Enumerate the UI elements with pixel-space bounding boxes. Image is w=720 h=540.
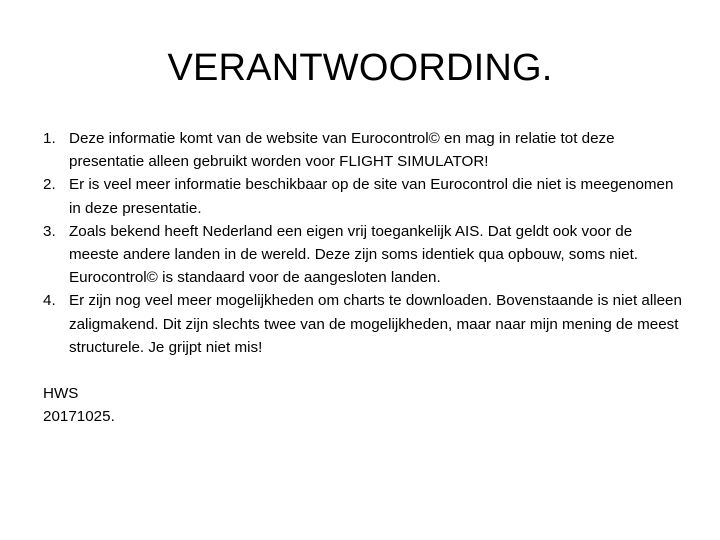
list-item-text: Deze informatie komt van de website van Eurocontrol© en mag in relatie tot deze presentatie alleen gebruikt worden voor FLIGHT SIMULATOR! <box>69 130 615 171</box>
list-item-text: Er zijn nog veel meer mogelijkheden om charts te downloaden. Bovenstaande is niet alleen zaligmakend. Dit zijn slechts twee van de mogelijkheden, maar naar mijn mening de meest structurele. Je grijpt niet mis! <box>69 292 682 356</box>
signature-date: 20171025. <box>43 408 115 426</box>
list-item <box>43 220 683 290</box>
signature-author: HWS <box>43 385 79 403</box>
slide-body <box>43 127 683 428</box>
list-item <box>43 127 683 173</box>
numbered-list <box>43 127 683 359</box>
list-item-number: 3. <box>43 222 56 240</box>
list-item-number: 1. <box>43 130 56 147</box>
list-item-text: Zoals bekend heeft Nederland een eigen vrij toegankelijk AIS. Dat geldt ook voor de meeste andere landen in de wereld. Deze zijn soms identiek qua opbouw, soms niet. Eurocontrol© is standaard voor de aangesloten landen. <box>69 222 639 287</box>
slide-title: VERANTWOORDING. <box>167 47 553 89</box>
signature-block <box>43 382 683 428</box>
list-item-text: Er is veel meer informatie beschikbaar op de site van Eurocontrol die niet is meegenomen in deze presentatie. <box>69 176 674 217</box>
list-item <box>43 289 683 359</box>
list-item-number: 2. <box>43 176 56 194</box>
list-item-number: 4. <box>43 292 56 310</box>
list-item <box>43 173 683 219</box>
